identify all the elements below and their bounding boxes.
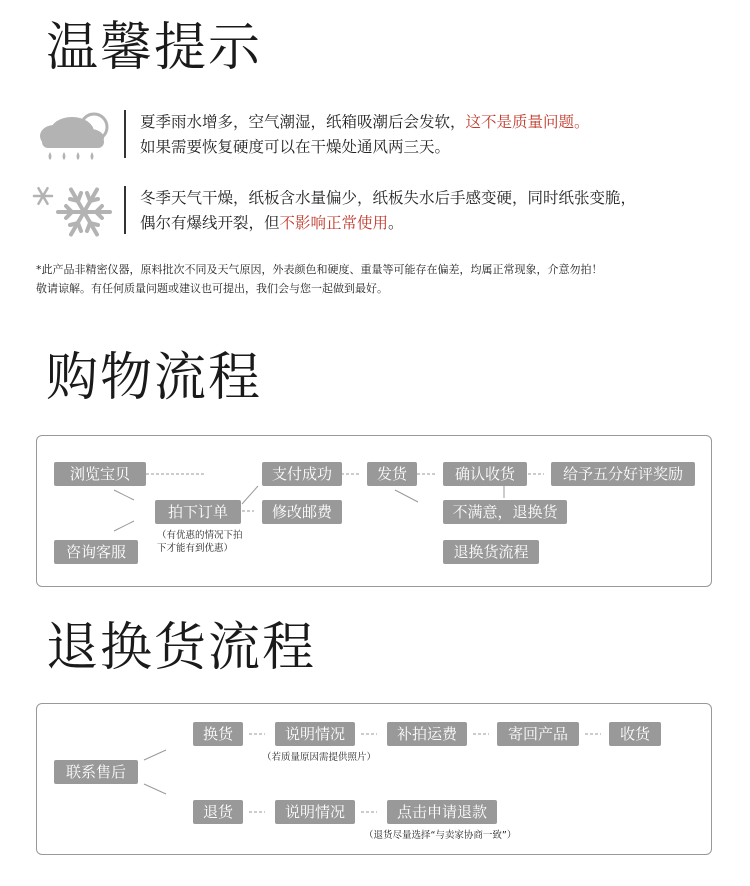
returns-title: 退换货流程 (46, 618, 317, 678)
disclaimer-line2: 敬请谅解。有任何质量问题或建议也可提出，我们会与您一起做到最好。 (36, 282, 388, 295)
repost-fee-step: 补拍运费 (387, 722, 467, 746)
summer-line2: 如果需要恢复硬度可以在干燥处通风两三天。 (140, 138, 451, 156)
winter-line2-end: 。 (388, 214, 404, 232)
order-note-line2: 下才能有到优惠） (157, 543, 234, 554)
order-note-line1: （有优惠的情况下拍 (157, 530, 243, 541)
consult-step: 咨询客服 (54, 540, 138, 564)
apply-refund-step: 点击申请退款 (387, 800, 497, 824)
modify-postage-step: 修改邮费 (262, 500, 342, 524)
receive-step: 收货 (609, 722, 661, 746)
order-step: 拍下订单 (155, 500, 241, 524)
summer-line1-highlight: 这不是质量问题。 (465, 113, 590, 131)
winter-line2-highlight: 不影响正常使用 (279, 214, 389, 232)
browse-step: 浏览宝贝 (54, 462, 146, 486)
unsatisfied-step: 不满意，退换货 (443, 500, 567, 524)
review-step: 给予五分好评奖励 (551, 462, 695, 486)
shopping-title: 购物流程 (46, 348, 263, 408)
confirm-step: 确认收货 (443, 462, 527, 486)
pay-step: 支付成功 (262, 462, 342, 486)
send-back-step: 寄回产品 (497, 722, 579, 746)
explain-refund-step: 说明情况 (275, 800, 355, 824)
exchange-step: 换货 (193, 722, 243, 746)
exchange-note: （若质量原因需提供照片） (262, 752, 377, 763)
tips-title: 温馨提示 (46, 18, 263, 78)
refund-note: （退货尽量选择“与卖家协商一致”） (364, 830, 517, 841)
return-flow-step: 退换货流程 (443, 540, 539, 564)
summer-line1: 夏季雨水增多，空气潮湿，纸箱吸潮后会发软， (140, 113, 466, 131)
contact-support-step: 联系售后 (54, 760, 138, 784)
refund-step: 退货 (193, 800, 243, 824)
explain-exchange-step: 说明情况 (275, 722, 355, 746)
disclaimer-line1: *此产品非精密仪器，原料批次不同及天气原因，外表颜色和硬度、重量等可能存在偏差，均属正常现象，介意勿拍！ (36, 263, 603, 276)
ship-step: 发货 (367, 462, 417, 486)
winter-line2: 偶尔有爆线开裂，但 (140, 214, 280, 232)
winter-line1: 冬季天气干燥，纸板含水量偏少，纸板失水后手感变硬，同时纸张变脆， (140, 189, 637, 207)
